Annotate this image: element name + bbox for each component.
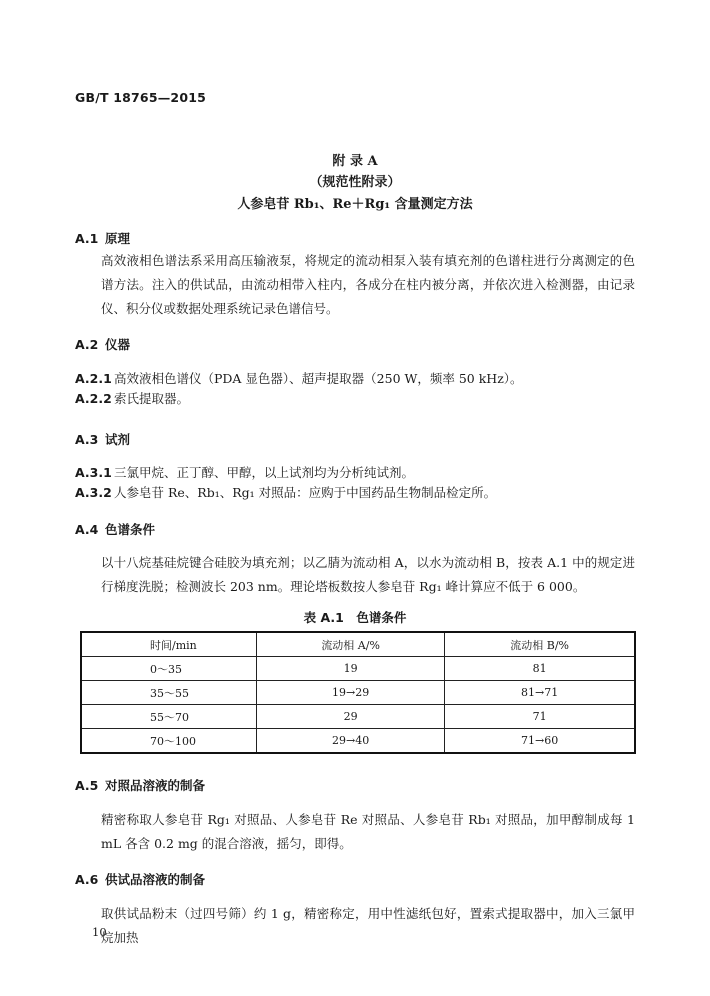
paragraph: 以十八烷基硅烷键合硅胶为填充剂；以乙腈为流动相 A，以水为流动相 B，按表 A.1 中的规定进行梯度洗脱；检测波长 203 nm。理论塔板数按人参皂苷 Rg₁ 峰计算应不低于 6 000。 bbox=[101, 555, 635, 594]
table-cell: 29→40 bbox=[257, 729, 445, 754]
table-cell: 81 bbox=[445, 657, 635, 681]
table-cell: 55～70 bbox=[81, 705, 257, 729]
table-row bbox=[81, 681, 635, 705]
item-number: A.3.1 bbox=[75, 465, 112, 480]
item-text: 三氯甲烷、正丁醇、甲醇，以上试剂均为分析纯试剂。 bbox=[114, 465, 415, 480]
section-title: 仪器 bbox=[105, 337, 131, 352]
item-text: 人参皂苷 Re、Rb₁、Rg₁ 对照品：应购于中国药品生物制品检定所。 bbox=[114, 485, 497, 500]
page-number: 10 bbox=[92, 925, 107, 939]
table-row bbox=[81, 729, 635, 754]
column-header: 时间/min bbox=[81, 632, 257, 657]
section-title: 试剂 bbox=[105, 432, 131, 447]
column-header: 流动相 B/% bbox=[445, 632, 635, 657]
item-a3-2 bbox=[75, 483, 496, 501]
item-a3-1 bbox=[75, 463, 414, 481]
table-row bbox=[81, 657, 635, 681]
item-a2-2 bbox=[75, 389, 189, 407]
table-cell: 81→71 bbox=[445, 681, 635, 705]
table-cell: 70～100 bbox=[81, 729, 257, 754]
annex-kind: （规范性附录） bbox=[309, 175, 401, 190]
paragraph: 取供试品粉末（过四号筛）约 1 g，精密称定，用中性滤纸包好，置索式提取器中，加入三氯甲烷加热 bbox=[101, 906, 635, 945]
section-number: A.3 bbox=[75, 432, 99, 447]
table-cell: 0～35 bbox=[81, 657, 257, 681]
standard-number: GB/T 18765—2015 bbox=[75, 90, 207, 105]
annex-title: 附 录 A bbox=[332, 154, 378, 169]
annex-subject: 人参皂苷 Rb₁、Re＋Rg₁ 含量测定方法 bbox=[237, 197, 473, 212]
section-a5-heading bbox=[75, 776, 205, 794]
section-a3-heading bbox=[75, 430, 130, 448]
table-cell: 35～55 bbox=[81, 681, 257, 705]
paragraph: 精密称取人参皂苷 Rg₁ 对照品、人参皂苷 Re 对照品、人参皂苷 Rb₁ 对照品，加甲醇制成每 1 mL 各含 0.2 mg 的混合溶液，摇匀，即得。 bbox=[101, 812, 635, 851]
section-a1-body bbox=[75, 249, 635, 321]
table-cell: 19→29 bbox=[257, 681, 445, 705]
section-number: A.6 bbox=[75, 872, 99, 887]
section-number: A.1 bbox=[75, 231, 99, 246]
table-cell: 71→60 bbox=[445, 729, 635, 754]
section-number: A.2 bbox=[75, 337, 99, 352]
section-title: 对照品溶液的制备 bbox=[105, 778, 206, 793]
item-number: A.3.2 bbox=[75, 485, 112, 500]
chromatography-table bbox=[80, 631, 636, 754]
item-text: 索氏提取器。 bbox=[114, 391, 190, 406]
section-a2-heading bbox=[75, 335, 130, 353]
section-a4-heading bbox=[75, 520, 155, 538]
table-header-row bbox=[81, 632, 635, 657]
section-title: 供试品溶液的制备 bbox=[105, 872, 206, 887]
section-title: 色谱条件 bbox=[105, 522, 156, 537]
section-a5-body bbox=[75, 808, 635, 856]
paragraph: 高效液相色谱法系采用高压输液泵，将规定的流动相泵入装有填充剂的色谱柱进行分离测定的色谱方法。注入的供试品，由流动相带入柱内，各成分在柱内被分离，并依次进入检测器，由记录仪、积分仪或数据处理系统记录色谱信号。 bbox=[101, 253, 635, 316]
item-number: A.2.2 bbox=[75, 391, 112, 406]
section-number: A.5 bbox=[75, 778, 99, 793]
item-text: 高效液相色谱仪（PDA 显色器）、超声提取器（250 W，频率 50 kHz）。 bbox=[114, 371, 523, 386]
table-cell: 19 bbox=[257, 657, 445, 681]
item-a2-1 bbox=[75, 369, 523, 387]
section-number: A.4 bbox=[75, 522, 99, 537]
table-caption: 表 A.1 色谱条件 bbox=[303, 610, 407, 625]
section-a1-heading bbox=[75, 229, 130, 247]
section-a6-heading bbox=[75, 870, 205, 888]
item-number: A.2.1 bbox=[75, 371, 112, 386]
table-cell: 71 bbox=[445, 705, 635, 729]
section-a4-body bbox=[75, 551, 635, 599]
column-header: 流动相 A/% bbox=[257, 632, 445, 657]
table-cell: 29 bbox=[257, 705, 445, 729]
table-row bbox=[81, 705, 635, 729]
section-a6-body bbox=[75, 902, 635, 950]
section-title: 原理 bbox=[105, 231, 131, 246]
